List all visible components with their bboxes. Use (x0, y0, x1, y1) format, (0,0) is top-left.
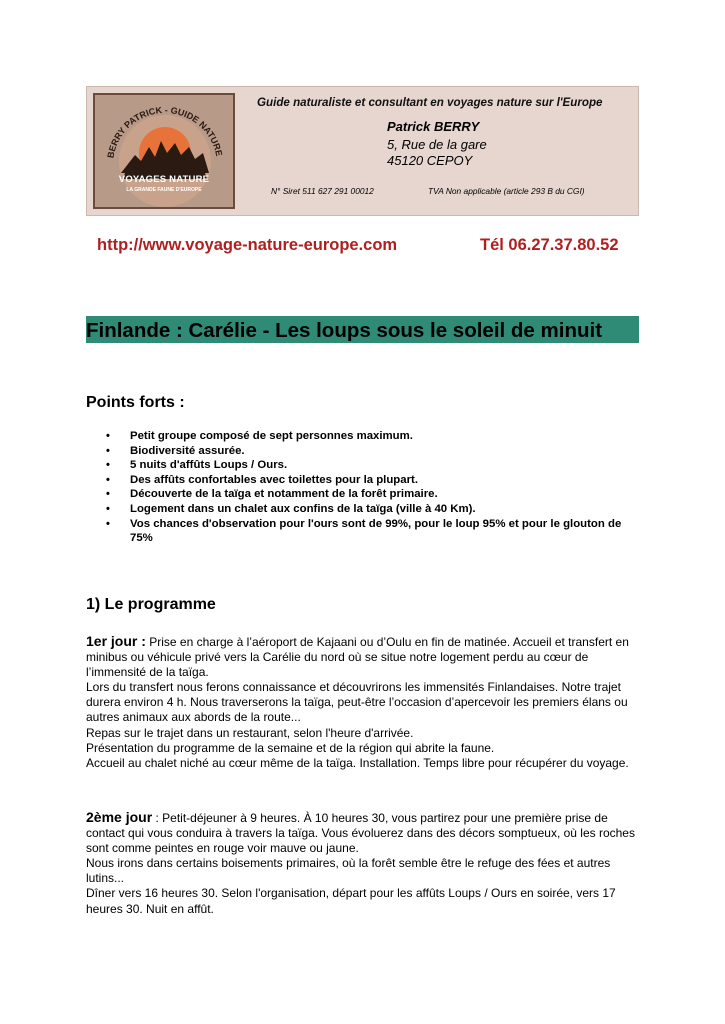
day-2-label: 2ème jour (86, 809, 153, 825)
list-item-text: Vos chances d'observation pour l'ours sont de 99%, pour le loup 95% et pour le glouton de 75% (130, 517, 622, 545)
points-forts-heading: Points forts : (86, 394, 185, 411)
letterhead-name: Patrick BERRY (387, 119, 480, 134)
list-item-text: Logement dans un chalet aux confins de la taïga (ville à 40 Km). (130, 502, 476, 515)
day-1-paragraph: Repas sur le trajet dans un restaurant, selon l'heure d'arrivée. (86, 725, 414, 740)
website-link[interactable]: http://www.voyage-nature-europe.com (97, 236, 398, 254)
bullet-icon: • (106, 502, 110, 515)
list-item (104, 429, 644, 444)
bullet-icon: • (106, 444, 110, 457)
day-2-intro (86, 810, 641, 856)
list-item-text: Découverte de la taïga et notamment de la forêt primaire. (130, 488, 438, 501)
day-2-paragraph: Nous irons dans certains boisements primaires, où la forêt semble être le refuge des fées et autres lutins... (86, 856, 611, 886)
day-1-label: 1er jour : (86, 633, 146, 649)
logo-subtitle: LA GRANDE FAUNE D'EUROPE (126, 187, 202, 193)
page-title: Finlande : Carélie - Les loups sous le soleil de minuit (86, 316, 639, 343)
day-1-intro (86, 634, 641, 680)
letterhead-siret: N° Siret 511 627 291 00012 (271, 186, 374, 196)
letterhead-banner (86, 86, 639, 216)
bullet-icon: • (106, 459, 110, 472)
bullet-icon: • (106, 517, 110, 530)
day-1-section (86, 634, 641, 771)
bullet-icon: • (106, 430, 110, 442)
day-2-paragraph: Dîner vers 16 heures 30. Selon l'organisation, départ pour les affûts Loups / Ours en soirée, vers 17 heures 30. Nuit en affût. (86, 886, 616, 916)
voyages-nature-logo (93, 93, 235, 209)
logo-title: VOYAGES NATURE (118, 174, 210, 185)
list-item-text: Biodiversité assurée. (130, 444, 245, 457)
bullet-icon: • (106, 473, 110, 486)
letterhead-tva: TVA Non applicable (article 293 B du CGI) (428, 186, 585, 196)
day-1-paragraph: Accueil au chalet niché au cœur même de la taïga. Installation. Temps libre pour récupérer du voyage. (86, 755, 629, 770)
list-item-text: Petit groupe composé de sept personnes maximum. (130, 430, 413, 442)
phone-number: Tél 06.27.37.80.52 (480, 236, 619, 254)
day-2-text: : Petit-déjeuner à 9 heures. À 10 heures 30, vous partirez pour une première prise de contact qui vous conduira à travers la taïga. Vous évoluerez dans des décors somptueux, où les roches sont comme peintes en rouge voir mauve ou jaune. (86, 811, 635, 856)
list-item (104, 487, 644, 502)
points-forts-list (104, 429, 644, 546)
list-item (104, 458, 644, 473)
list-item-text: Des affûts confortables avec toilettes pour la plupart. (130, 473, 418, 486)
day-1-paragraph: Présentation du programme de la semaine et de la région qui abrite la faune. (86, 740, 495, 755)
letterhead-tagline: Guide naturaliste et consultant en voyages nature sur l'Europe (257, 96, 603, 109)
letterhead-street: 5, Rue de la gare (387, 137, 487, 152)
list-item (104, 473, 644, 488)
list-item (104, 517, 644, 546)
list-item (104, 444, 644, 459)
list-item (104, 502, 644, 517)
letterhead-city: 45120 CEPOY (387, 153, 473, 168)
day-2-section (86, 810, 641, 917)
svg-text:BERRY PATRICK - GUIDE NATURE: BERRY PATRICK - GUIDE NATURE (105, 104, 225, 159)
list-item-text: 5 nuits d'affûts Loups / Ours. (130, 459, 288, 472)
day-1-paragraph: Lors du transfert nous ferons connaissance et découvrirons les immensités Finlandaises. Notre trajet durera environ 4 h. Nous traverserons la taïga, peut-être l’occasion d’apercevoir les premiers élans ou autres animaux aux abords de la route... (86, 680, 628, 725)
programme-heading: 1) Le programme (86, 596, 216, 613)
bullet-icon: • (106, 488, 110, 501)
day-1-text: Prise en charge à l’aéroport de Kajaani ou d’Oulu en fin de matinée. Accueil et transfert en minibus ou véhicule privé vers la Carélie du nord où se situe notre logement perdu au cœur de l’immensité de la taïga. (86, 635, 629, 680)
